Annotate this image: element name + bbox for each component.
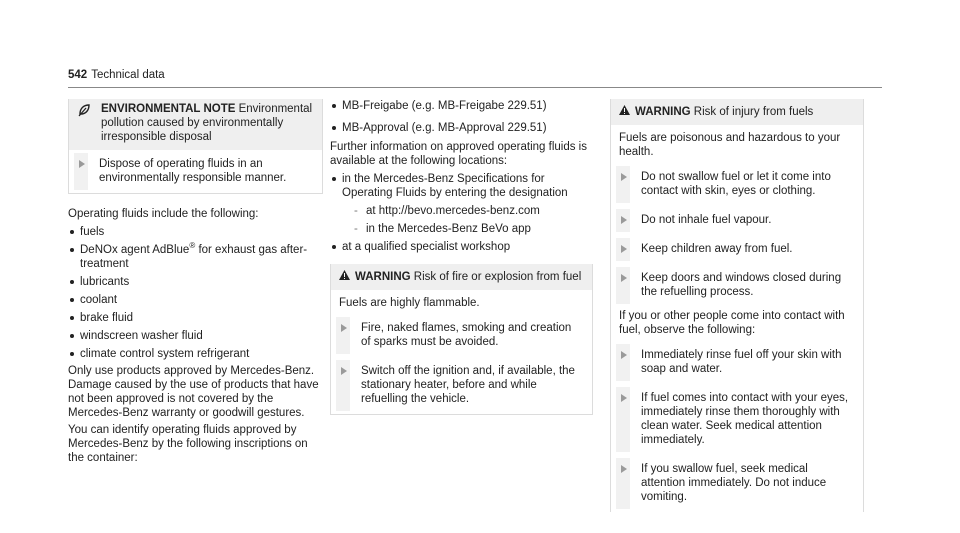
step-arrow-icon xyxy=(621,351,627,359)
list-item: MB-Approval (e.g. MB-Approval 229.51) xyxy=(330,121,593,135)
column-2 xyxy=(330,99,593,415)
warning-triangle-icon xyxy=(339,269,350,283)
environmental-note-label: ENVIRONMENTAL NOTE xyxy=(101,103,236,115)
list-item: lubricants xyxy=(68,275,323,289)
header-divider xyxy=(68,87,882,88)
page-number: 542 xyxy=(68,69,88,81)
list-item: MB-Freigabe (e.g. MB-Freigabe 229.51) xyxy=(330,99,593,113)
column-3 xyxy=(610,99,864,512)
identify-fluids-text: You can identify operating fluids approved by Mercedes-Benz by the following inscriptions on the container: xyxy=(68,424,308,464)
list-item: windscreen washer fluid xyxy=(68,329,323,343)
warning-label: WARNING xyxy=(635,106,691,118)
column-1 xyxy=(68,99,323,465)
section-title: Technical data xyxy=(91,69,165,81)
fire-warning-header xyxy=(331,264,592,290)
warning-body: Fuels are highly flammable. xyxy=(339,297,480,309)
fire-warning xyxy=(330,264,593,415)
environmental-note-header xyxy=(69,99,322,150)
warning-step: Keep children away from fuel. xyxy=(611,235,863,264)
step-arrow-icon xyxy=(621,245,627,253)
step-arrow-icon xyxy=(621,216,627,224)
approved-products-text: Only use products approved by Mercedes-Benz. Damage caused by the use of products that have not been approved is not covered by the Mercedes-Benz warranty or goodwill gestures. xyxy=(68,365,319,419)
injury-warning xyxy=(610,99,864,512)
warning-step: If fuel comes into contact with your eyes, immediately rinse them thoroughly with clean water. Seek medical attention immediately. xyxy=(611,384,863,455)
environmental-note-text xyxy=(95,102,314,144)
environment-icon xyxy=(77,103,95,144)
injury-warning-header xyxy=(611,99,863,125)
warning-step: Fire, naked flames, smoking and creation of sparks must be avoided. xyxy=(331,314,592,357)
step-arrow-icon xyxy=(341,324,347,332)
list-item: coolant xyxy=(68,293,323,307)
environmental-note-step xyxy=(69,150,322,193)
fluids-intro: Operating fluids include the following: xyxy=(68,208,259,220)
list-item: in the Mercedes-Benz Specifications for Operating Fluids by entering the designation - at http://bevo.mercedes-benz.com - in the Mercedes-Benz BeVo app xyxy=(330,172,593,236)
warning-step: Switch off the ignition and, if available, the stationary heater, before and while refuelling the vehicle. xyxy=(331,357,592,414)
fluids-list xyxy=(68,225,323,361)
environmental-note xyxy=(68,99,323,194)
step-arrow-icon xyxy=(79,160,85,168)
inscriptions-list xyxy=(330,99,593,135)
warning-body: Fuels are poisonous and hazardous to your health. xyxy=(619,132,841,158)
list-item: climate control system refrigerant xyxy=(68,347,323,361)
locations-list xyxy=(330,172,593,254)
step-arrow-icon xyxy=(621,465,627,473)
step-indicator xyxy=(74,153,88,190)
step-arrow-icon xyxy=(341,367,347,375)
warning-step: Do not inhale fuel vapour. xyxy=(611,206,863,235)
sub-list xyxy=(342,204,593,236)
list-item: DeNOx agent AdBlue® for exhaust gas after-treatment xyxy=(68,243,323,271)
contact-intro: If you or other people come into contact with fuel, observe the following: xyxy=(619,310,845,336)
step-arrow-icon xyxy=(621,394,627,402)
warning-triangle-icon xyxy=(619,104,630,118)
list-item: brake fluid xyxy=(68,311,323,325)
warning-step: Keep doors and windows closed during the refuelling process. xyxy=(611,264,863,307)
warning-description: Risk of injury from fuels xyxy=(693,106,814,118)
registered-mark: ® xyxy=(189,241,196,251)
sub-list-item: - in the Mercedes-Benz BeVo app xyxy=(354,223,531,235)
step-text: Dispose of operating fluids in an environmentally responsible manner. xyxy=(99,158,287,184)
list-item: at a qualified specialist workshop xyxy=(330,240,593,254)
environmental-note-description: Environmental pollution caused by environmentally irresponsible disposal xyxy=(101,103,313,143)
further-info-text: Further information on approved operating fluids is available at the following locations: xyxy=(330,141,587,167)
warning-label: WARNING xyxy=(355,271,411,283)
warning-description: Risk of fire or explosion from fuel xyxy=(413,271,582,283)
step-arrow-icon xyxy=(621,274,627,282)
warning-step: Do not swallow fuel or let it come into contact with skin, eyes or clothing. xyxy=(611,163,863,206)
step-arrow-icon xyxy=(621,173,627,181)
warning-step: If you swallow fuel, seek medical attention immediately. Do not induce vomiting. xyxy=(611,455,863,512)
sub-list-item: - at http://bevo.mercedes-benz.com xyxy=(354,205,540,217)
warning-step: Immediately rinse fuel off your skin with soap and water. xyxy=(611,341,863,384)
step-indicator xyxy=(336,317,350,354)
list-item: fuels xyxy=(68,225,323,239)
page-header xyxy=(68,68,165,82)
